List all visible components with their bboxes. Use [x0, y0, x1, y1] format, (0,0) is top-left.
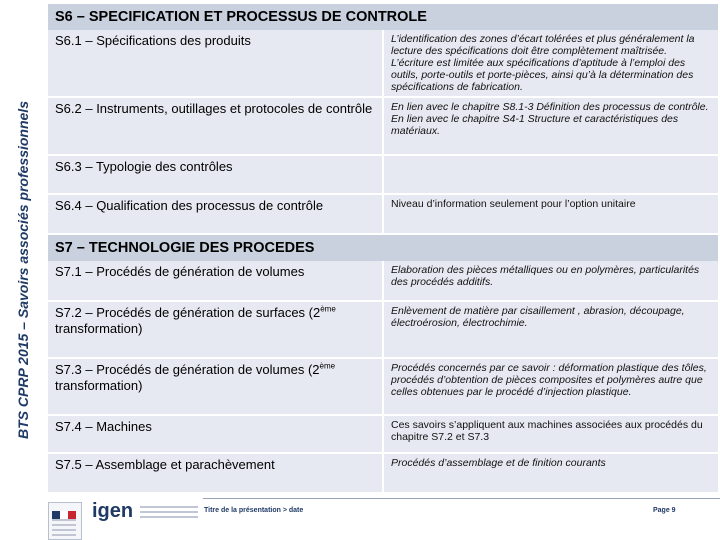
row-label-part: S7.2 – Procédés de génération de surfaces (2	[55, 305, 321, 320]
footer-divider	[203, 498, 720, 499]
table-row	[48, 301, 718, 358]
row-text: Procédés d’assemblage et de finition courants	[383, 453, 718, 493]
row-label	[48, 301, 383, 358]
row-label: S7.4 – Machines	[48, 415, 383, 453]
s7-header: S7 – TECHNOLOGIE DES PROCEDES	[48, 234, 718, 261]
s6-header: S6 – SPECIFICATION ET PROCESSUS DE CONTROLE	[48, 4, 718, 30]
side-title: BTS CPRP 2015 – Savoirs associés professionnels	[15, 101, 31, 439]
row-label	[48, 358, 383, 415]
s7-header-row	[48, 234, 718, 261]
igen-logo-subtitle	[140, 506, 198, 521]
row-label: S7.1 – Procédés de génération de volumes	[48, 261, 383, 301]
presentation-title: Titre de la présentation > date	[204, 507, 304, 514]
row-label-part: S7.3 – Procédés de génération de volumes (2	[55, 362, 320, 377]
row-text: Niveau d’information seulement pour l’option unitaire	[383, 194, 718, 234]
footer	[48, 498, 718, 540]
row-text: Procédés concernés par ce savoir : déformation plastique des tôles, procédés d’obtention de pièces composites et polymères autre que celles obtenues par le procédé d’injection plastique.	[383, 358, 718, 415]
row-label: S6.3 – Typologie des contrôles	[48, 155, 383, 194]
flag-icon	[52, 506, 76, 514]
igen-logo: igen	[92, 500, 134, 522]
table-row	[48, 30, 718, 97]
row-label: S6.1 – Spécifications des produits	[48, 30, 383, 97]
table-row	[48, 194, 718, 234]
row-text	[383, 97, 718, 155]
content	[48, 4, 718, 494]
row-label: S6.4 – Qualification des processus de contrôle	[48, 194, 383, 234]
row-label-part: transformation)	[55, 378, 143, 393]
row-text	[383, 155, 718, 194]
row-text: Ces savoirs s’appliquent aux machines associées aux procédés du chapitre S7.2 et S7.3	[383, 415, 718, 453]
row-text-line: En lien avec le chapitre S4-1 Structure et caractéristiques des matériaux.	[391, 113, 679, 137]
table-row	[48, 97, 718, 155]
page-number: Page 9	[653, 507, 676, 514]
row-label-sup: ème	[320, 304, 336, 314]
row-text-line: En lien avec le chapitre S8.1-3 Définition des processus de contrôle.	[391, 101, 709, 113]
side-bar	[0, 0, 46, 540]
row-label-sup: ème	[319, 361, 336, 371]
table-row	[48, 415, 718, 453]
row-label: S6.2 – Instruments, outillages et protocoles de contrôle	[48, 97, 383, 155]
row-label: S7.5 – Assemblage et parachèvement	[48, 453, 383, 493]
table-row	[48, 155, 718, 194]
s6-header-row	[48, 4, 718, 30]
table-row	[48, 453, 718, 493]
row-text: Elaboration des pièces métalliques ou en polymères, particularités des procédés additifs.	[383, 261, 718, 301]
ministry-logo	[48, 502, 82, 540]
table-row	[48, 358, 718, 415]
table-row	[48, 261, 718, 301]
row-text: L’identification des zones d’écart tolérées et plus généralement la lecture des spécifications doit être complètement maîtrisée. L’écriture est limitée aux spécifications d’aptitude à l’emploi des outils, porte-outils et porte-pièces, ainsi qu’à la détermination des spécifications de fabrication.	[383, 30, 718, 97]
spec-table	[48, 4, 718, 494]
row-text: Enlèvement de matière par cisaillement , abrasion, découpage, électroérosion, électrochimie.	[383, 301, 718, 358]
row-label-part: transformation)	[55, 321, 143, 336]
